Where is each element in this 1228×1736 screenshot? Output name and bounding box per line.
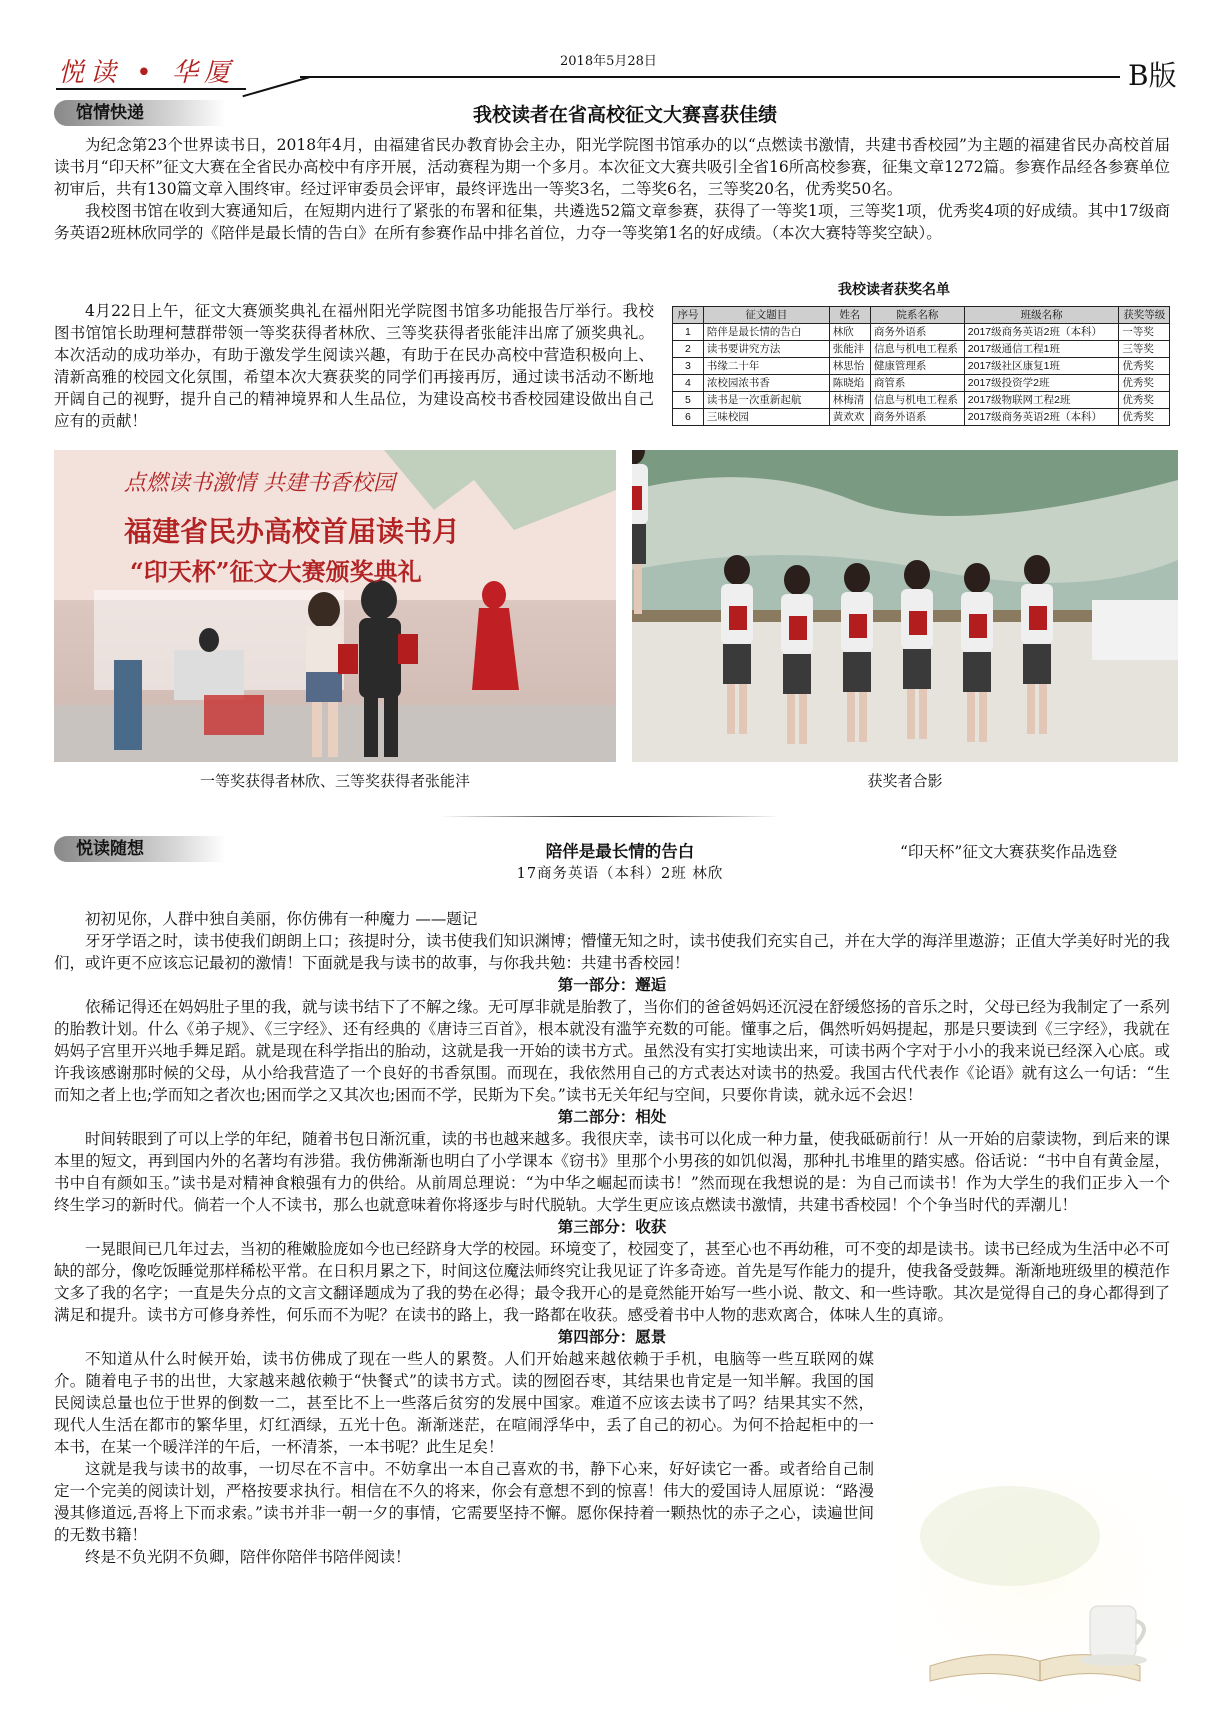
table-cell: 2017级物联网工程2班 [964,392,1119,409]
table-cell: 2 [673,341,704,358]
table-cell: 读书要讲究方法 [703,341,829,358]
table-cell: 张能沣 [829,341,870,358]
series-note: “印天杯”征文大赛获奖作品选登 [900,843,1118,861]
article-body-top [54,134,1170,244]
essay-epigraph: 初初见你，人群中独自美丽，你仿佛有一种魔力 ——题记 [85,910,478,928]
award-table [672,306,1170,426]
essay-part1: 依稀记得还在妈妈肚子里的我，就与读书结下了不解之缘。无可厚非就是胎教了，当你们的爸爸妈妈还沉浸在舒缓悠扬的音乐之时，父母已经为我制定了一系列的胎教计划。什么《弟子规》、《三字经》、还有经典的《唐诗三百首》，根本就没有滥竽充数的可能。懂事之后，偶然听妈妈提起，那是只要读到《三字经》，我就在妈妈子宫里开兴地手舞足蹈。就是现在科学指出的胎动，这就是我一开始的读书方式。虽然没有实打实地读出来，可读书两个字对于小小的我来说已经深入心底。或许我该感谢那时候的父母，从小给我营造了一个良好的书香氛围。而现在，我依然用自己的方式表达对读书的热爱。我国古代代表作《论语》就有这么一句话：“生而知之者上也;学而知之者次也;困而学之又其次也;困而不学，民斯为下矣。”读书无关年纪与空间，只要你肯读，就永远不会迟！ [54,998,1171,1104]
paragraph-3: 4月22日上午，征文大赛颁奖典礼在福州阳光学院图书馆多功能报告厅举行。我校图书馆馆长助理柯慧群带领一等奖获得者林欣、三等奖获得者张能沣出席了颁奖典礼。本次活动的成功举办，有助于激发学生阅读兴趣，有助于在民办高校中营造积极向上、清新高雅的校园文化氛围，希望本次大赛获奖的同学们再接再厉，通过读书活动不断地开阔自己的视野，提升自己的精神境界和人生品位，为建设高校书香校园建设做出自己应有的贡献！ [54,302,654,430]
table-cell: 4 [673,375,704,392]
banner-subtitle: “印天杯”征文大赛颁奖典礼 [130,557,422,586]
table-cell: 2017级商务英语2班（本科） [964,409,1119,426]
table-cell: 林思怡 [829,358,870,375]
col-header: 序号 [673,307,704,324]
essay-part-heading: 第二部分：相处 [557,1107,667,1126]
table-cell: 优秀奖 [1119,375,1170,392]
newspaper-logo: 悦读 • 华厦 [58,58,236,88]
table-cell: 2017级通信工程1班 [964,341,1119,358]
table-cell: 信息与机电工程系 [870,392,964,409]
article-headline: 我校读者在省高校征文大赛喜获佳绩 [472,104,777,126]
table-cell: 6 [673,409,704,426]
section-tag-essay: 悦读随想 [54,836,226,862]
table-cell: 三味校园 [703,409,829,426]
section-tag-news: 馆情快递 [54,100,226,126]
table-cell: 1 [673,324,704,341]
essay-closing: 终是不负光阴不负卿，陪伴你陪伴书陪伴阅读！ [85,1548,411,1566]
table-cell: 2017级投资学2班 [964,375,1119,392]
table-cell: 信息与机电工程系 [870,341,964,358]
table-row [673,358,1170,375]
group-photo [632,450,1178,762]
table-cell: 一等奖 [1119,324,1170,341]
logo-underline [56,88,246,90]
issue-date: 2018年5月28日 [560,54,657,69]
masthead-rule-slant [242,76,310,97]
table-cell: 5 [673,392,704,409]
award-table-title: 我校读者获奖名单 [838,282,950,298]
essay-part3: 一晃眼间已几年过去，当初的稚嫩脸庞如今也已经跻身大学的校园。环境变了，校园变了，甚至心也不再幼稚，可不变的却是读书。读书已经成为生活中必不可缺的部分，像吃饭睡觉那样稀松平常。在日积月累之下，时间这位魔法师终究让我见证了许多奇迹。首先是写作能力的提升，使我备受鼓舞。渐渐地班级里的模范作文多了我的名字；一直是失分点的文言文翻译题成为了我的势在必得；最令我开心的是竟然能开始写一些小说、散文、和一些诗歌。其次是觉得自己的身心都得到了满足和提升。读书方可修身养性，何乐而不为呢？在读书的路上，我一路都在收获。感受着书中人物的悲欢离合，体味人生的真谛。 [54,1240,1171,1324]
essay-author: 17商务英语（本科）2班 林欣 [516,866,724,882]
banner-slogan: 点燃读书激情 共建书香校园 [124,471,395,496]
photo-caption-1: 一等奖获得者林欣、三等奖获得者张能沣 [199,772,470,790]
table-cell: 2017级社区康复1班 [964,358,1119,375]
essay-part4b: 这就是我与读书的故事，一切尽在不言中。不妨拿出一本自己喜欢的书，静下心来，好好读它一番。或者给自己制定一个完美的阅读计划，严格按要求执行。相信在不久的将来，你会有意想不到的惊喜！伟大的爱国诗人屈原说：“路漫漫其修道远,吾将上下而求索。”读书并非一朝一夕的事情，它需要坚持不懈。愿你保持着一颗热忱的赤子之心，读遍世间的无数书籍！ [54,1460,874,1544]
table-cell: 健康管理系 [870,358,964,375]
table-cell: 浓校园浓书香 [703,375,829,392]
table-cell: 优秀奖 [1119,392,1170,409]
essay-title: 陪伴是最长情的告白 [545,842,695,861]
essay-part4a: 不知道从什么时候开始，读书仿佛成了现在一些人的累赘。人们开始越来越依赖于手机，电脑等一些互联网的媒介。随着电子书的出世，大家越来越依赖于“快餐式”的读书方式。读的囫囵吞枣，其结果也肯定是一知半解。我国的国民阅读总量也位于世界的倒数一二，甚至比不上一些落后贫穷的发展中国家。难道不应该去读书了吗？结果其实不然，现代人生活在都市的繁华里，灯红酒绿，五光十色。渐渐迷茫，在喧闹浮华中，丢了自己的初心。为何不拾起柜中的一本书，在某一个暖洋洋的午后，一杯清茶，一本书呢？此生足矣！ [54,1350,874,1456]
table-cell: 2017级商务英语2班（本科） [964,324,1119,341]
essay-part-heading: 第三部分：收获 [557,1217,667,1236]
section-divider [440,816,780,817]
article-body-left [54,300,654,432]
table-cell: 商务外语系 [870,324,964,341]
col-header: 获奖等级 [1119,307,1170,324]
col-header: 征文题目 [703,307,829,324]
table-cell: 优秀奖 [1119,358,1170,375]
table-row [673,392,1170,409]
award-table-header [673,307,1170,324]
table-row [673,324,1170,341]
book-teacup-illustration [890,1476,1180,1716]
edition-label: B版 [1128,59,1177,92]
table-cell: 陪伴是最长情的告白 [703,324,829,341]
col-header: 院系名称 [870,307,964,324]
paragraph-2: 我校图书馆在收到大赛通知后，在短期内进行了紧张的布署和征集，共遴选52篇文章参赛，获得了一等奖1项，三等奖1项，优秀奖4项的好成绩。其中17级商务英语2班林欣同学的《陪伴是最长情的告白》在所有参赛作品中排名首位，力夺一等奖第1名的好成绩。（本次大赛特等奖空缺）。 [54,202,1170,242]
essay-part-heading: 第一部分：邂逅 [557,975,667,994]
table-cell: 商管系 [870,375,964,392]
col-header: 班级名称 [964,307,1119,324]
table-cell: 读书是一次重新起航 [703,392,829,409]
table-cell: 陈晓焰 [829,375,870,392]
essay-intro: 牙牙学语之时，读书使我们朗朗上口；孩提时分，读书使我们知识渊博；懵懂无知之时，读书使我们充实自己，并在大学的海洋里遨游；正值大学美好时光的我们，或许更不应该忘记最初的激情！下面就是我与读书的故事，与你我共勉：共建书香校园！ [54,932,1171,972]
essay-part-heading: 第四部分：愿景 [557,1327,667,1346]
table-cell: 书缘二十年 [703,358,829,375]
photo-caption-2: 获奖者合影 [867,772,943,790]
ceremony-photo [54,450,616,762]
banner-title: 福建省民办高校首届读书月 [124,515,461,548]
table-cell: 商务外语系 [870,409,964,426]
book-teacup-art [890,1476,1180,1716]
essay-body [54,908,1170,1348]
table-row [673,409,1170,426]
paragraph-1: 为纪念第23个世界读书日，2018年4月，由福建省民办教育协会主办，阳光学院图书馆承办的以“点燃读书激情，共建书香校园”为主题的福建省民办高校首届读书月“印天杯”征文大赛在全省民办高校中有序开展，活动赛程为期一个多月。本次征文大赛共吸引全省16所高校参赛，征集文章1272篇。参赛作品经各参赛单位初审后，共有130篇文章入围终审。经过评审委员会评审，最终评选出一等奖3名，二等奖6名，三等奖20名，优秀奖50名。 [54,136,1170,198]
table-cell: 林梅清 [829,392,870,409]
group-photo-illustration [632,450,1178,762]
table-row [673,341,1170,358]
essay-part4-column [54,1348,874,1568]
table-cell: 黄欢欢 [829,409,870,426]
table-cell: 优秀奖 [1119,409,1170,426]
table-row [673,375,1170,392]
table-cell: 林欣 [829,324,870,341]
table-cell: 3 [673,358,704,375]
col-header: 姓名 [829,307,870,324]
masthead-rule [300,76,1120,78]
essay-part2: 时间转眼到了可以上学的年纪，随着书包日渐沉重，读的书也越来越多。我很庆幸，读书可以化成一种力量，使我砥砺前行！从一开始的启蒙读物，到后来的课本里的短文，再到国内外的名著均有涉猎。我仿佛渐渐也明白了小学课本《窃书》里那个小男孩的如饥似渴，那种扎书堆里的踏实感。俗话说：“书中自有黄金屋，书中自有颜如玉。”读书是对精神食粮强有力的供给。从前周总理说：“为中华之崛起而读书！”然而现在我想说的是：为自己而读书！作为大学生的我们正步入一个终生学习的新时代。倘若一个人不读书，那么也就意味着你将逐步与时代脱轨。大学生更应该点燃读书激情，共建书香校园！个个争当时代的弄潮儿！ [54,1130,1171,1214]
table-cell: 三等奖 [1119,341,1170,358]
